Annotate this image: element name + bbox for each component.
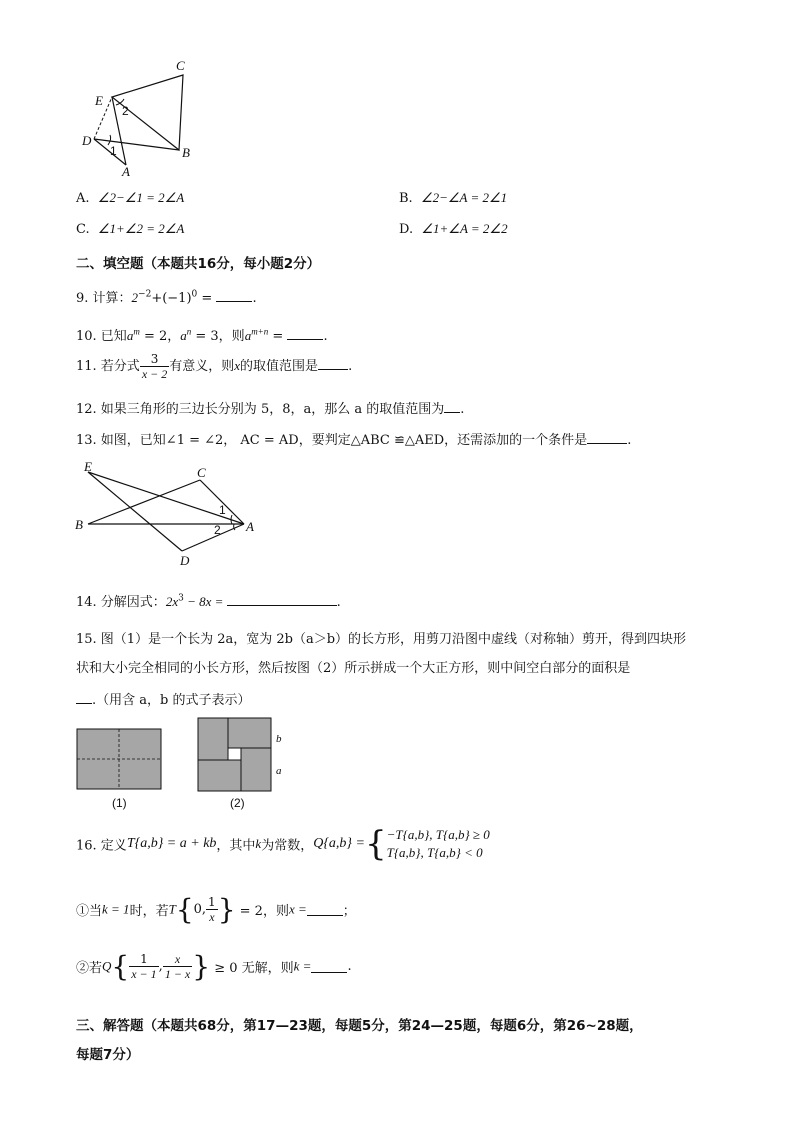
- q10-eq2: = 3，则: [191, 329, 245, 344]
- q16-2-comma: ,: [158, 959, 163, 974]
- option-b-text: ∠2−∠A = 2∠1: [420, 190, 508, 205]
- label-2: 2: [122, 104, 129, 118]
- option-d-letter: D.: [399, 222, 414, 237]
- label-1: 1: [219, 503, 226, 517]
- q14-expr1: 2x: [165, 594, 179, 609]
- q10-am-exp: m: [133, 326, 140, 337]
- option-c-letter: C.: [76, 222, 90, 237]
- q12-end: .: [460, 402, 465, 417]
- q16-1-brace-left-icon: {: [175, 893, 194, 926]
- q14-exp: 3: [178, 593, 184, 604]
- section-2-heading: 二、填空题（本题共16分，每小题2分）: [76, 256, 321, 272]
- option-a[interactable]: [76, 190, 184, 206]
- q13-text: 13. 如图，已知∠1 = ∠2， AC = AD，要判定△ABC ≌△AED，还需添加的一个条件是: [76, 433, 588, 448]
- q16-1-end: ；: [342, 904, 356, 919]
- q10-answer-blank[interactable]: [287, 327, 323, 340]
- figure-q8: [78, 55, 208, 185]
- line-ed: [88, 472, 182, 551]
- q9-prefix: 9. 计算：: [76, 291, 132, 306]
- line-ca: [200, 480, 244, 524]
- q16-2-fraction-1: [129, 952, 158, 981]
- q11-end: .: [348, 359, 353, 374]
- q12-text: 12. 如果三角形的三边长分别为 5，8，a，那么 a 的取值范围为: [76, 402, 445, 417]
- q15-answer-blank[interactable]: [76, 691, 92, 704]
- label-c: C: [176, 58, 185, 73]
- q15-line-2: 状和大小完全相同的小长方形，然后按图（2）所示拼成一个大正方形，则中间空白部分的面积是: [76, 661, 631, 676]
- fig2-rect-tl: [198, 718, 228, 760]
- q16-2-prefix: ②若: [76, 961, 103, 976]
- q16-2-end: .: [347, 959, 352, 974]
- q11-prefix: 11. 若分式: [76, 359, 140, 374]
- question-13: [76, 429, 631, 448]
- label-a: A: [246, 519, 254, 534]
- q10-an: a: [180, 328, 187, 343]
- q14-end: .: [336, 595, 341, 610]
- angle-arc-2: [234, 524, 235, 530]
- q16-1-t: T: [168, 901, 176, 917]
- q16-1-denominator: x: [209, 910, 215, 924]
- q16-case-1: −T{a,b}, T{a,b} ≥ 0: [386, 827, 490, 842]
- question-9: [76, 287, 257, 306]
- q14-expr2: − 8x =: [183, 594, 227, 609]
- q9-answer-blank[interactable]: [216, 289, 252, 302]
- q15-line-3: [76, 689, 250, 708]
- q15-text-3: .（用含 a，b 的式子表示）: [92, 693, 251, 708]
- option-a-text: ∠2−∠1 = 2∠A: [97, 190, 185, 205]
- q16-2-brace-left-icon: {: [111, 950, 130, 983]
- question-16-part-2: [76, 950, 352, 983]
- q11-mid: 有意义，则: [169, 359, 235, 374]
- q16-2-brace-right-icon: }: [192, 950, 211, 983]
- figure-q15: [76, 716, 286, 796]
- q11-post: 的取值范围是: [240, 359, 319, 374]
- q16-1-x: x =: [288, 901, 307, 917]
- q16-1-prefix: ①当: [76, 904, 103, 919]
- q10-eq1: = 2，: [139, 329, 181, 344]
- q10-a: a: [244, 328, 252, 343]
- label-a: A: [122, 164, 130, 179]
- question-16-part-1: [76, 893, 356, 926]
- figure-q13: [80, 460, 260, 570]
- q16-prefix: 16. 定义: [76, 838, 127, 854]
- q16-2-q: Q: [102, 958, 112, 974]
- q9-base: 2: [131, 290, 139, 305]
- label-b: b: [276, 733, 282, 745]
- q16-definition: T{a,b} = a + kb: [126, 836, 217, 851]
- q16-q: Q{a,b} =: [313, 836, 365, 851]
- q16-1-condition: k = 1: [102, 901, 130, 917]
- q10-eq3: =: [268, 329, 288, 344]
- option-d-text: ∠1+∠A = 2∠2: [421, 221, 508, 236]
- label-2: 2: [214, 523, 221, 537]
- label-a: a: [276, 765, 282, 777]
- q16-1-eq: = 2，则: [235, 904, 289, 919]
- q16-1-numerator: 1: [208, 895, 216, 909]
- q16-2-numerator-2: x: [163, 952, 192, 967]
- q16-1-fraction: [206, 895, 218, 924]
- q11-answer-blank[interactable]: [318, 357, 348, 370]
- q16-brace-icon: {: [364, 824, 387, 864]
- fig2-center-blank: [228, 748, 241, 760]
- q16-2-denominator-1: x − 1: [131, 967, 157, 981]
- option-b-letter: B.: [399, 191, 413, 206]
- q16-k: k: [255, 836, 262, 851]
- q9-mid: +(−1): [151, 291, 192, 306]
- q10-amn-exp: m+n: [251, 326, 269, 337]
- line-da: [182, 524, 244, 551]
- caption-fig-2: (2): [230, 796, 245, 810]
- q16-2-fraction-2: [163, 952, 192, 981]
- q16-1-answer-blank[interactable]: [307, 903, 343, 916]
- q10-end: .: [323, 329, 328, 344]
- caption-fig-1: (1): [112, 796, 127, 810]
- fig2-rect-tr: [228, 718, 271, 748]
- q10-an-exp: n: [186, 326, 192, 337]
- label-e: E: [84, 459, 92, 474]
- label-1: 1: [110, 144, 117, 158]
- q16-1-zero: 0,: [193, 902, 207, 917]
- q13-end: .: [627, 433, 632, 448]
- label-b: B: [75, 517, 83, 532]
- q9-exp1: −2: [138, 289, 152, 300]
- question-14: [76, 591, 341, 610]
- label-b: B: [182, 145, 190, 160]
- option-c-text: ∠1+∠2 = 2∠A: [97, 221, 185, 236]
- q14-prefix: 14. 分解因式：: [76, 595, 166, 610]
- option-c[interactable]: [76, 221, 184, 237]
- q9-eq: =: [197, 291, 217, 306]
- q10-am: a: [126, 328, 134, 343]
- fig2-rect-bl: [198, 760, 241, 791]
- label-d: D: [82, 133, 92, 148]
- q16-1-brace-right-icon: }: [217, 893, 236, 926]
- section-3-heading-line-2: 每题7分）: [76, 1047, 140, 1063]
- q15-line-1: 15. 图（1）是一个长为 2a，宽为 2b（a＞b）的长方形，用剪刀沿图中虚线（对称轴）剪开，得到四块形: [76, 632, 687, 647]
- q16-2-denominator-2: 1 − x: [164, 967, 191, 981]
- label-c: C: [197, 465, 206, 480]
- question-12: [76, 398, 464, 417]
- q14-answer-blank[interactable]: [227, 593, 337, 606]
- option-b[interactable]: [399, 190, 507, 206]
- q16-2-numerator-1: 1: [129, 952, 158, 967]
- q16-2-answer-blank[interactable]: [311, 960, 347, 973]
- q11-denominator: x − 2: [141, 367, 168, 381]
- q16-case-2: T{a,b}, T{a,b} < 0: [386, 845, 483, 860]
- fig2-rect-br: [241, 748, 271, 791]
- question-11: [76, 352, 352, 381]
- q16-2-k: k =: [293, 958, 312, 974]
- q16-1-mid: 时，若: [129, 904, 169, 919]
- q10-prefix: 10. 已知: [76, 329, 127, 344]
- question-10: [76, 325, 328, 344]
- label-e: E: [95, 93, 103, 108]
- label-d: D: [180, 553, 190, 568]
- q11-x: x: [234, 358, 241, 373]
- option-d[interactable]: [399, 221, 508, 237]
- option-a-letter: A.: [76, 191, 90, 206]
- section-3-heading-line-1: 三、解答题（本题共68分，第17—23题，每题5分，第24—25题，每题6分，第26~28题，: [76, 1018, 643, 1034]
- q9-end: .: [252, 291, 257, 306]
- q13-answer-blank[interactable]: [587, 431, 627, 444]
- q9-exp2: 0: [191, 289, 198, 300]
- q11-numerator: 3: [140, 352, 169, 367]
- question-16: [76, 826, 490, 868]
- q16-2-relation: ≥ 0 无解，则: [210, 961, 294, 976]
- q11-fraction: [140, 352, 169, 381]
- q16-mid: ，其中: [216, 838, 256, 854]
- q16-mid2: 为常数，: [261, 838, 314, 854]
- q12-answer-blank[interactable]: [444, 400, 460, 413]
- q16-cases: [387, 826, 490, 862]
